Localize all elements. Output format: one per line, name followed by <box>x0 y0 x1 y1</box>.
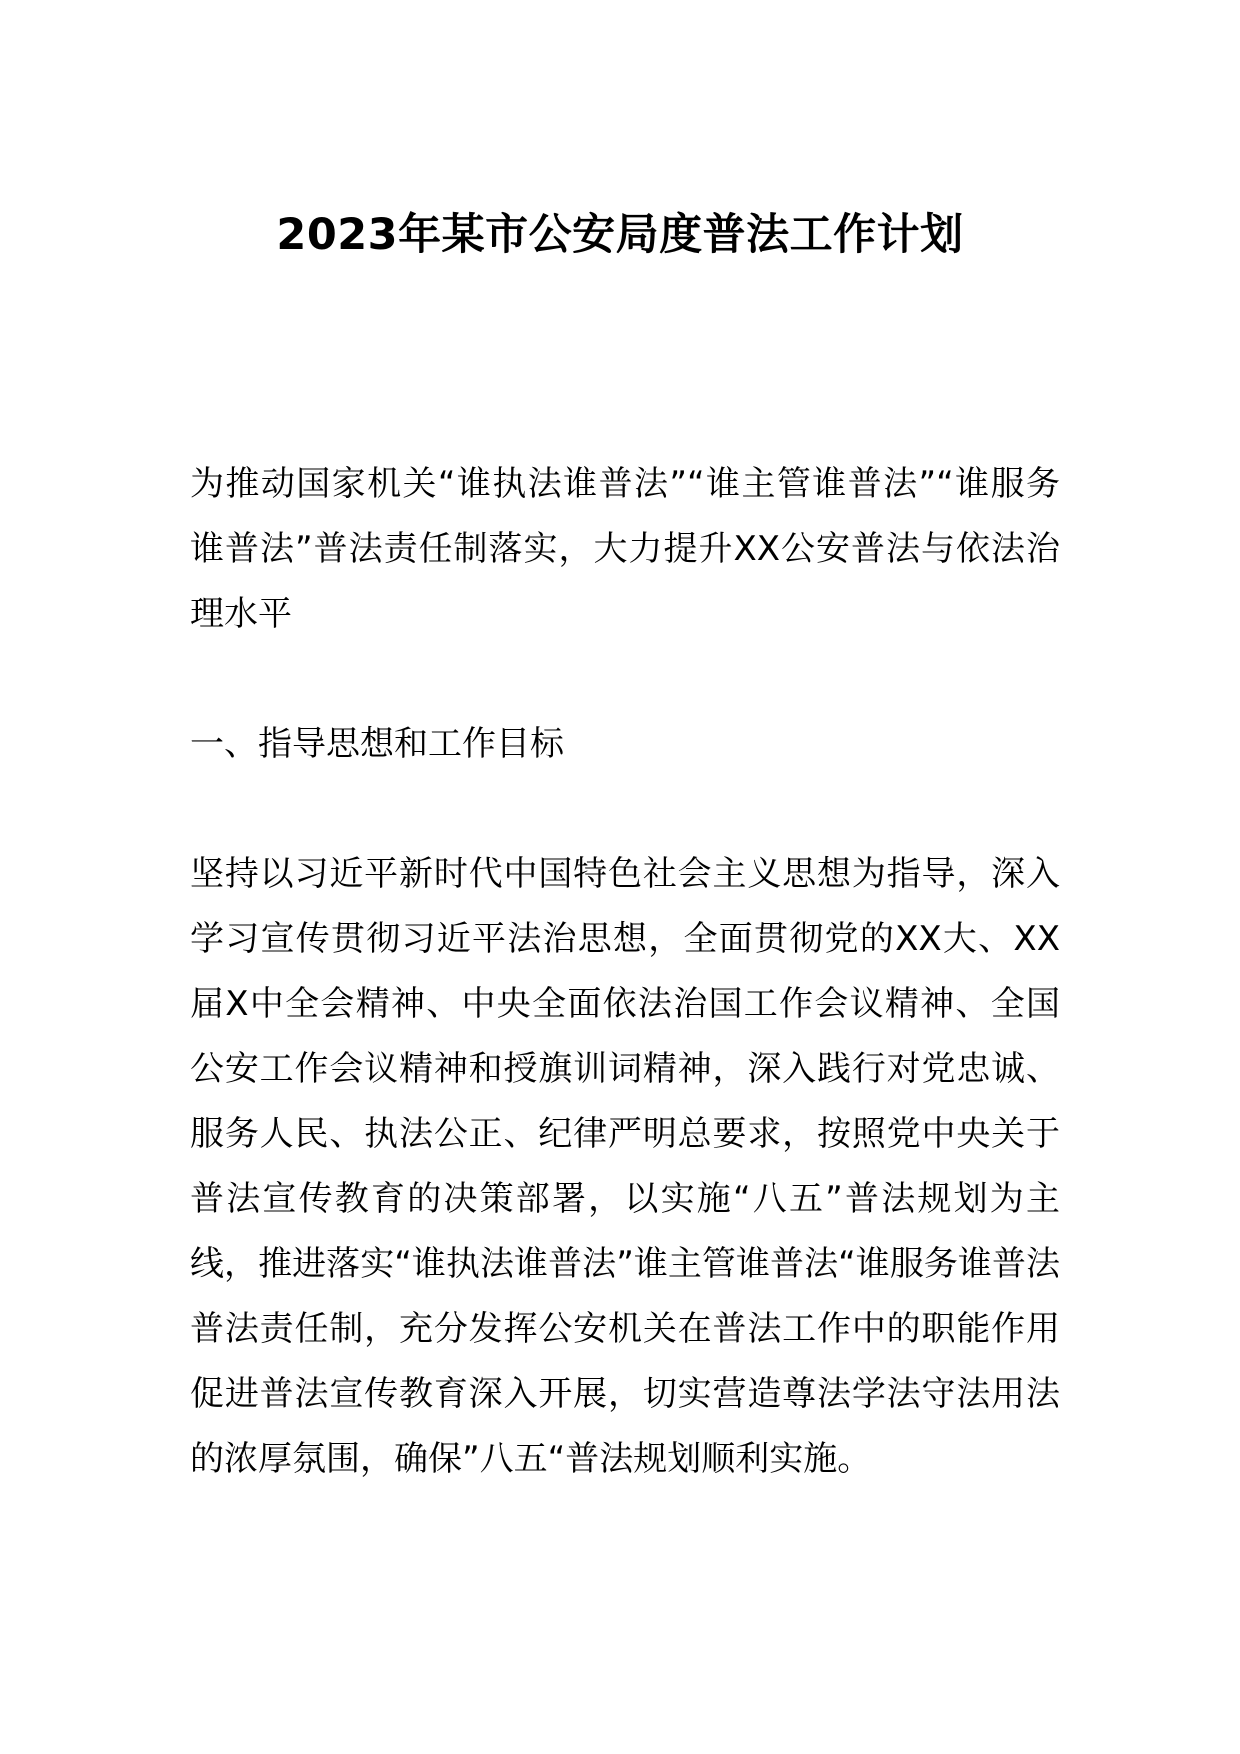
intro-paragraph: 为推动国家机关“谁执法谁普法”“谁主管谁普法”“谁服务谁普法”普法责任制落实，大力提升XX公安普法与依法治理水平 <box>190 464 1060 634</box>
section-paragraph: 坚持以习近平新时代中国特色社会主义思想为指导，深入学习宣传贯彻习近平法治思想，全面贯彻党的XX大、XX届X中全会精神、中央全面依法治国工作会议精神、全国公安工作会议精神和授旗训词精神，深入践行对党忠诚、服务人民、执法公正、纪律严明总要求，按照党中央关于普法宣传教育的决策部署，以实施“八五”普法规划为主线，推进落实“谁执法谁普法”谁主管谁普法“谁服务谁普法普法责任制，充分发挥公安机关在普法工作中的职能作用促进普法宣传教育深入开展，切实营造尊法学法守法用法的浓厚氛围，确保”八五“普法规划顺利实施。 <box>190 854 1060 1479</box>
section-heading: 一、指导思想和工作目标 <box>190 724 564 764</box>
document-title: 2023年某市公安局度普法工作计划 <box>276 210 964 260</box>
